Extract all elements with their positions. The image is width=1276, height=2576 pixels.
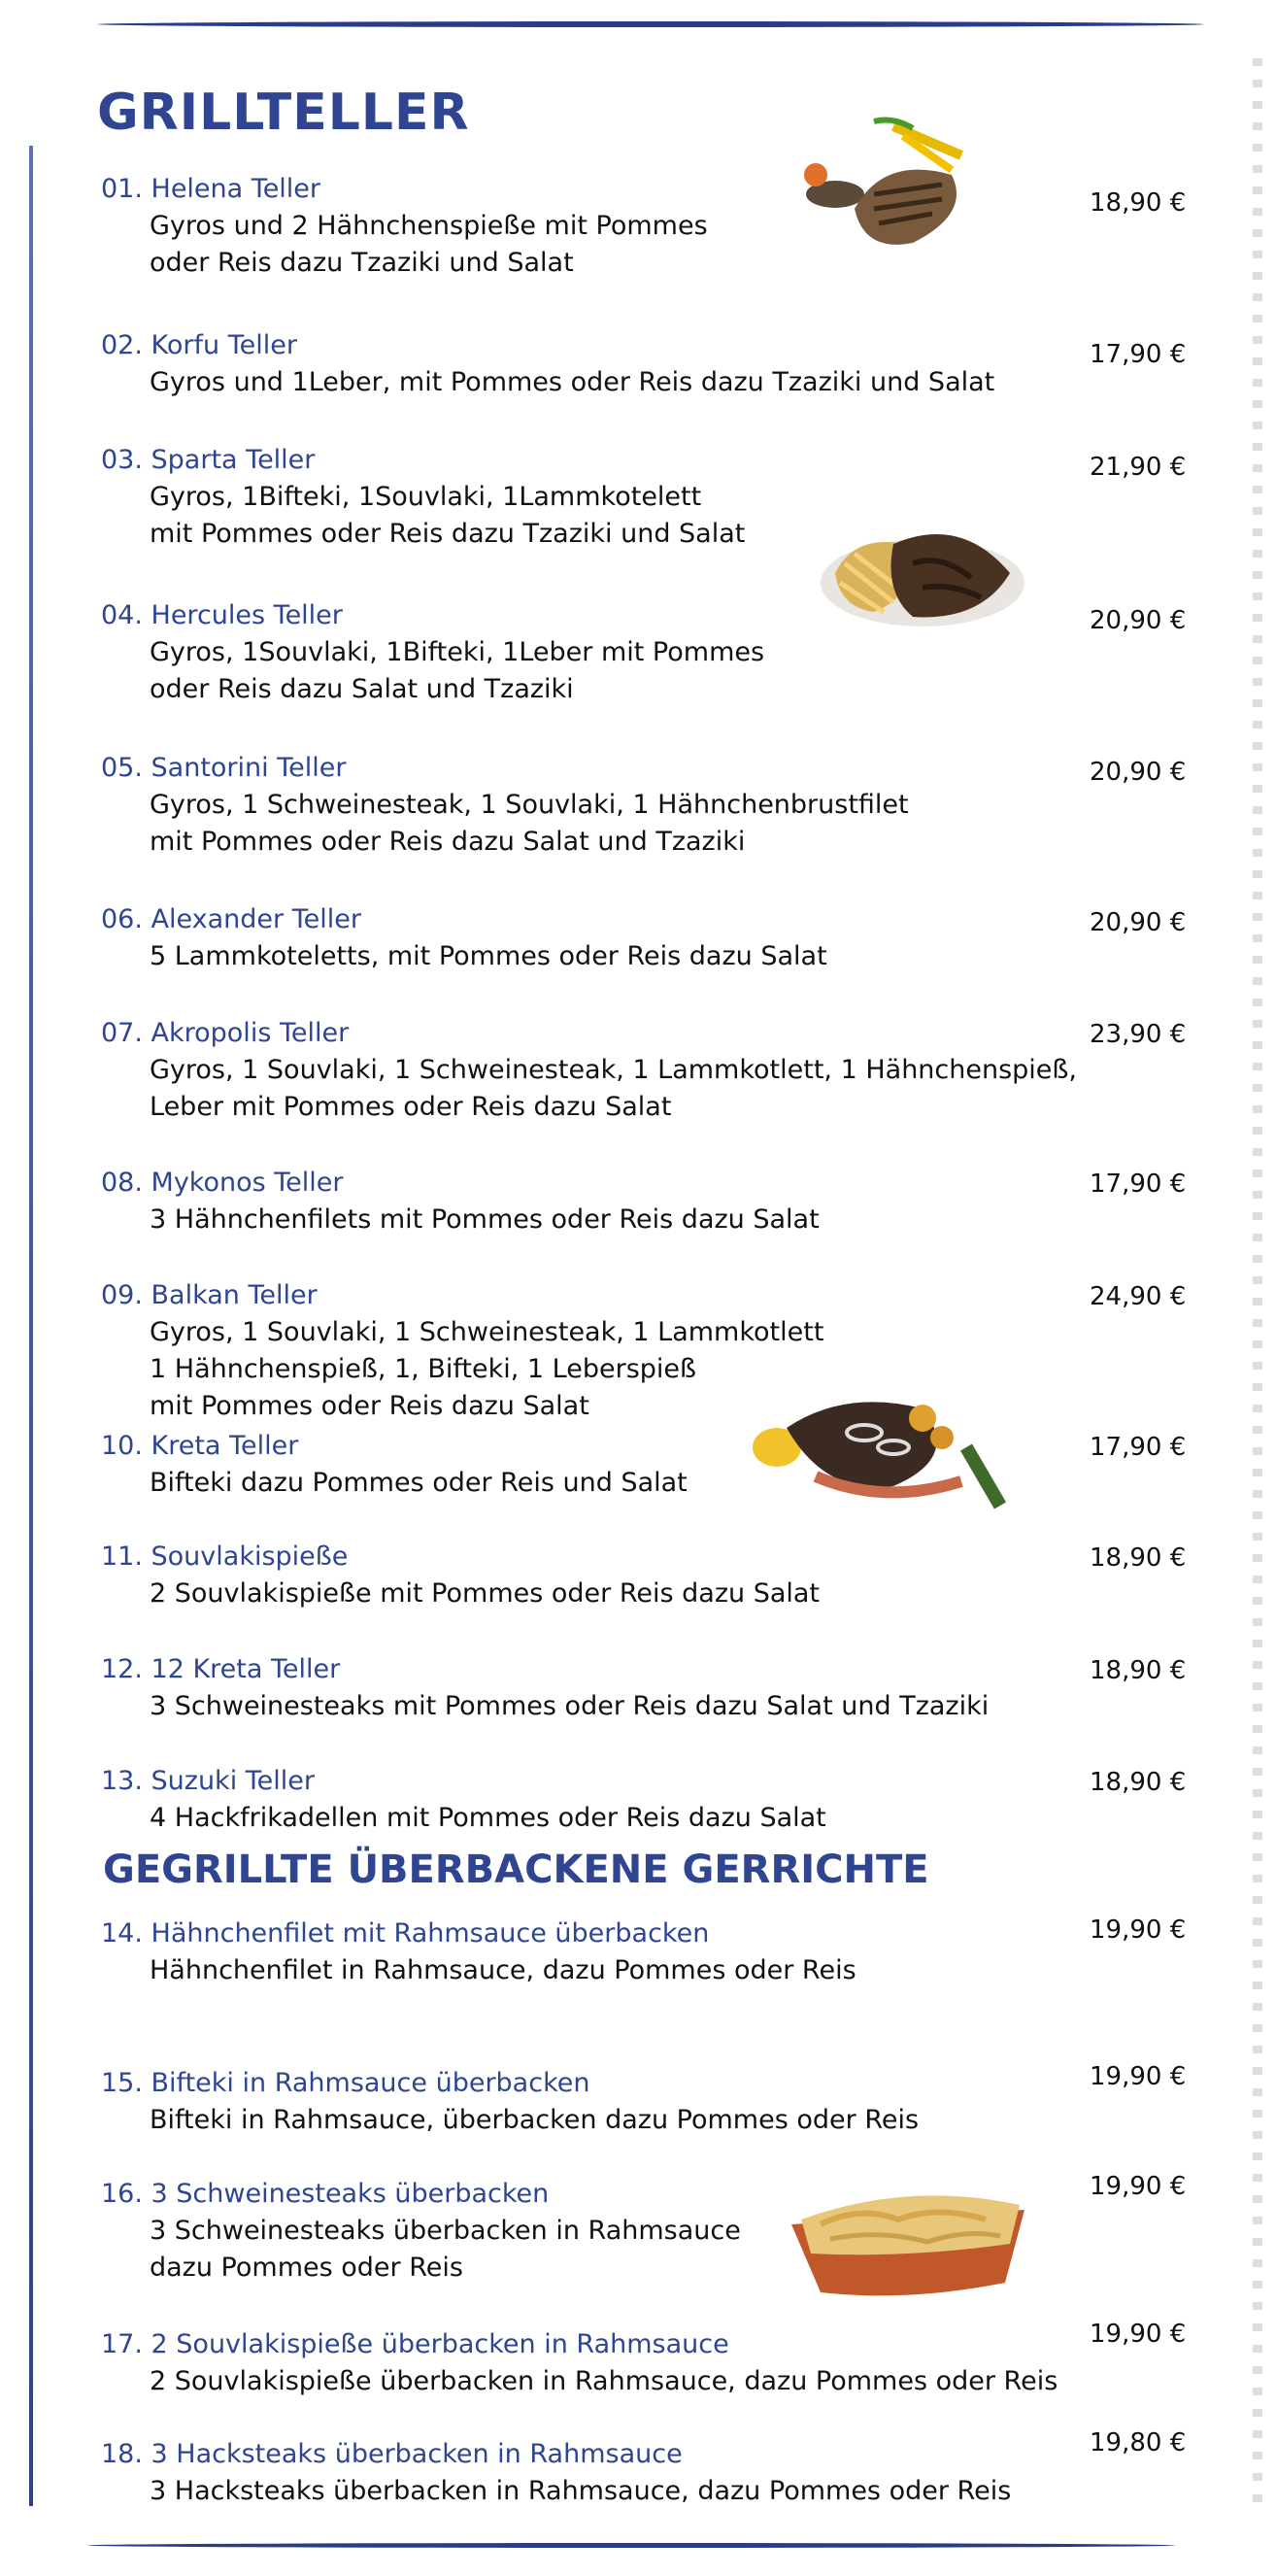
item-name: 16. 3 Schweinesteaks überbacken xyxy=(101,2179,550,2209)
menu-item-14 xyxy=(101,1915,1169,1989)
item-price-16: 19,90 € xyxy=(1090,2172,1187,2201)
item-name: 13. Suzuki Teller xyxy=(101,1766,316,1796)
item-desc: 3 Schweinesteaks mit Pommes oder Reis dazu Salat und Tzaziki xyxy=(150,1691,990,1721)
menu-item-06 xyxy=(101,901,1169,975)
item-name: 08. Mykonos Teller xyxy=(101,1168,344,1198)
menu-item-02 xyxy=(101,327,1169,401)
item-desc: 3 Schweinesteaks überbacken in Rahmsauce dazu Pommes oder Reis xyxy=(150,2216,741,2283)
item-price-10: 17,90 € xyxy=(1090,1433,1187,1462)
item-desc: 3 Hähnchenfilets mit Pommes oder Reis dazu Salat xyxy=(150,1204,820,1235)
menu-item-13 xyxy=(101,1763,1169,1837)
item-price-17: 19,90 € xyxy=(1090,2320,1187,2349)
item-desc: Gyros und 2 Hähnchenspieße mit Pommes oder Reis dazu Tzaziki und Salat xyxy=(150,211,708,278)
section-title-grillteller: GRILLTELLER xyxy=(97,84,470,142)
item-price-06: 20,90 € xyxy=(1090,908,1187,937)
grilled-steak-plate-icon xyxy=(796,117,991,262)
item-price-03: 21,90 € xyxy=(1090,453,1187,482)
item-desc: 2 Souvlakispieße überbacken in Rahmsauce, dazu Pommes oder Reis xyxy=(150,2366,1058,2396)
item-desc: Hähnchenfilet in Rahmsauce, dazu Pommes oder Reis xyxy=(150,1955,856,1985)
item-price-12: 18,90 € xyxy=(1090,1656,1187,1685)
menu-item-05 xyxy=(101,750,1169,861)
baked-casserole-dish-icon xyxy=(782,2176,1034,2302)
menu-item-11 xyxy=(101,1539,1169,1612)
item-price-05: 20,90 € xyxy=(1090,758,1187,787)
item-price-09: 24,90 € xyxy=(1090,1282,1187,1311)
item-price-13: 18,90 € xyxy=(1090,1768,1187,1797)
item-name: 07. Akropolis Teller xyxy=(101,1018,350,1048)
item-price-01: 18,90 € xyxy=(1090,188,1187,218)
item-price-14: 19,90 € xyxy=(1090,1915,1187,1945)
item-desc: Gyros, 1Bifteki, 1Souvlaki, 1Lammkotelett mit Pommes oder Reis dazu Tzaziki und Salat xyxy=(150,482,746,549)
item-name: 03. Sparta Teller xyxy=(101,445,316,475)
right-page-edge xyxy=(1253,58,1262,2506)
item-desc: Bifteki dazu Pommes oder Reis und Salat xyxy=(150,1468,688,1498)
item-name: 18. 3 Hacksteaks überbacken in Rahmsauce xyxy=(101,2439,683,2469)
gyros-fries-plate-icon xyxy=(816,505,1029,641)
item-name: 05. Santorini Teller xyxy=(101,753,347,783)
item-name: 06. Alexander Teller xyxy=(101,904,361,934)
item-desc: Gyros, 1 Schweinesteak, 1 Souvlaki, 1 Hähnchenbrustfilet mit Pommes oder Reis dazu Salat und Tzaziki xyxy=(150,790,909,857)
menu-item-17 xyxy=(101,2326,1169,2400)
item-desc: 2 Souvlakispieße mit Pommes oder Reis dazu Salat xyxy=(150,1578,821,1609)
item-name: 11. Souvlakispieße xyxy=(101,1542,349,1572)
menu-item-15 xyxy=(101,2065,1169,2139)
menu-item-01 xyxy=(101,171,1169,282)
item-desc: 5 Lammkoteletts, mit Pommes oder Reis dazu Salat xyxy=(150,941,827,971)
menu-item-12 xyxy=(101,1651,1169,1725)
item-name: 02. Korfu Teller xyxy=(101,330,297,360)
bottom-border-divider xyxy=(87,2543,1175,2548)
item-desc: Gyros, 1 Souvlaki, 1 Schweinesteak, 1 Lammkotlett, 1 Hähnchenspieß, Leber mit Pommes oder Reis dazu Salat xyxy=(150,1055,1078,1122)
item-name: 15. Bifteki in Rahmsauce überbacken xyxy=(101,2068,590,2098)
item-desc: Gyros, 1Souvlaki, 1Bifteki, 1Leber mit Pommes oder Reis dazu Salat und Tzaziki xyxy=(150,637,765,704)
item-price-07: 23,90 € xyxy=(1090,1020,1187,1049)
item-name: 12. 12 Kreta Teller xyxy=(101,1654,341,1684)
item-name: 10. Kreta Teller xyxy=(101,1431,299,1461)
item-desc: 4 Hackfrikadellen mit Pommes oder Reis dazu Salat xyxy=(150,1803,826,1833)
item-name: 17. 2 Souvlakispieße überbacken in Rahmsauce xyxy=(101,2329,729,2359)
item-price-15: 19,90 € xyxy=(1090,2062,1187,2091)
item-price-04: 20,90 € xyxy=(1090,606,1187,635)
left-border-divider xyxy=(29,146,33,2506)
item-price-18: 19,80 € xyxy=(1090,2428,1187,2457)
item-desc: Bifteki in Rahmsauce, überbacken dazu Pommes oder Reis xyxy=(150,2105,920,2135)
item-price-08: 17,90 € xyxy=(1090,1169,1187,1199)
top-border-divider xyxy=(97,21,1204,27)
item-price-02: 17,90 € xyxy=(1090,340,1187,369)
item-desc: Gyros, 1 Souvlaki, 1 Schweinesteak, 1 Lammkotlett 1 Hähnchenspieß, 1, Bifteki, 1 Leberspieß mit Pommes oder Reis dazu Salat xyxy=(150,1317,824,1421)
menu-item-08 xyxy=(101,1165,1169,1238)
item-name: 01. Helena Teller xyxy=(101,174,321,204)
mixed-grill-plate-icon xyxy=(748,1379,1010,1525)
item-desc: Gyros und 1Leber, mit Pommes oder Reis dazu Tzaziki und Salat xyxy=(150,367,995,397)
section-title-ueberbacken: GEGRILLTE ÜBERBACKENE GERRICHTE xyxy=(103,1847,929,1892)
item-name: 14. Hähnchenfilet mit Rahmsauce überbacken xyxy=(101,1918,710,1949)
menu-item-07 xyxy=(101,1015,1169,1126)
item-name: 09. Balkan Teller xyxy=(101,1280,318,1310)
item-desc: 3 Hacksteaks überbacken in Rahmsauce, dazu Pommes oder Reis xyxy=(150,2476,1012,2506)
menu-item-18 xyxy=(101,2436,1169,2510)
item-price-11: 18,90 € xyxy=(1090,1543,1187,1573)
item-name: 04. Hercules Teller xyxy=(101,600,343,630)
